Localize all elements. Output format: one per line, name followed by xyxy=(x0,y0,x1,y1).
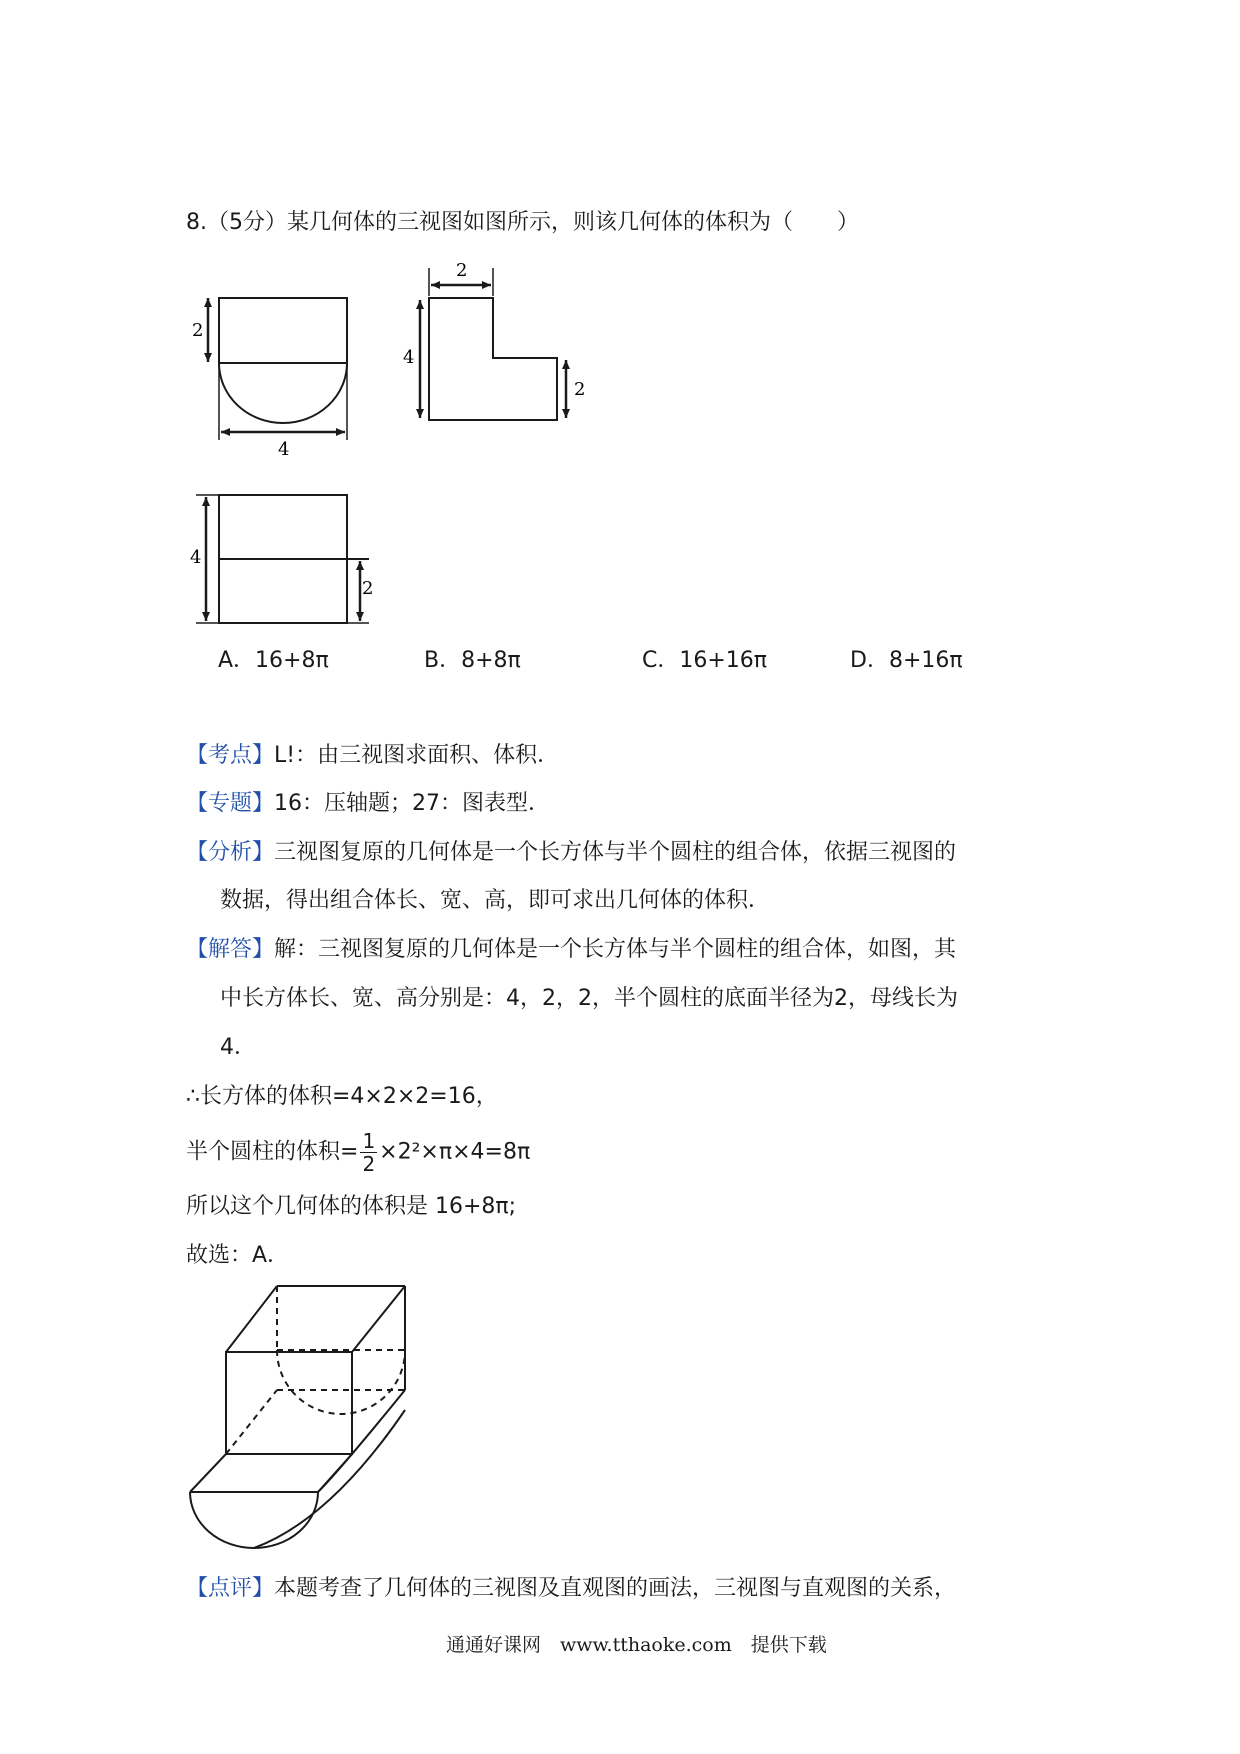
answer-line: 故选：A． xyxy=(186,1243,290,1268)
jieda-line-3: 4． xyxy=(220,1035,256,1060)
side-step-label: 2 xyxy=(574,379,586,400)
jieda-line-1 xyxy=(186,935,956,965)
option-b: B．8+8π xyxy=(424,648,521,673)
calc-cylinder-suffix: ×2²×π×4=8π xyxy=(379,1139,531,1165)
fenxi-line-1 xyxy=(186,838,956,868)
side-height-label: 4 xyxy=(403,347,415,368)
kaodian-line xyxy=(186,741,559,771)
question-stem: 8.（5分）某几何体的三视图如图所示，则该几何体的体积为（ ） xyxy=(186,210,859,235)
solid-figure xyxy=(0,1270,460,1550)
front-view xyxy=(208,298,347,440)
zhuanti-line xyxy=(186,789,550,819)
front-width-label: 4 xyxy=(278,439,290,460)
page-footer: 通通好课网 www.tthaoke.com 提供下载 xyxy=(446,1634,827,1656)
front-height-label: 2 xyxy=(192,320,204,341)
fraction-numerator: 1 xyxy=(362,1129,376,1153)
fraction-denominator: 2 xyxy=(362,1152,376,1176)
calc-cylinder-prefix: 半个圆柱的体积= xyxy=(186,1139,359,1165)
fraction-one-half xyxy=(360,1130,377,1175)
three-view-figures xyxy=(0,0,1240,700)
option-c: C．16+16π xyxy=(642,648,768,673)
jieda-line-2: 中长方体长、宽、高分别是：4，2，2，半个圆柱的底面半径为2，母线长为 xyxy=(220,986,958,1011)
option-a: A．16+8π xyxy=(218,648,329,673)
fenxi-tag: 【分析】 xyxy=(186,840,275,865)
side-top-label: 2 xyxy=(456,260,468,281)
top-view xyxy=(196,495,369,623)
zhuanti-text: 16：压轴题；27：图表型． xyxy=(274,791,551,816)
fenxi-line-2: 数据，得出组合体长、宽、高，即可求出几何体的体积． xyxy=(220,888,771,913)
dianping-tag: 【点评】 xyxy=(186,1576,275,1601)
jieda-text-1: 解：三视图复原的几何体是一个长方体与半个圆柱的组合体，如图，其 xyxy=(274,937,957,962)
dianping-text: 本题考查了几何体的三视图及直观图的画法，三视图与直观图的关系， xyxy=(274,1576,957,1601)
calc-cylinder-volume xyxy=(186,1130,530,1175)
kaodian-text: L!：由三视图求面积、体积． xyxy=(274,743,560,768)
top-step-label: 2 xyxy=(362,578,374,599)
jieda-tag: 【解答】 xyxy=(186,937,275,962)
option-d: D．8+16π xyxy=(850,648,963,673)
calc-total-volume: 所以这个几何体的体积是 16+8π; xyxy=(186,1194,517,1219)
side-view xyxy=(420,268,566,420)
top-height-label: 4 xyxy=(190,547,202,568)
zhuanti-tag: 【专题】 xyxy=(186,791,275,816)
kaodian-tag: 【考点】 xyxy=(186,743,275,768)
fenxi-text-1: 三视图复原的几何体是一个长方体与半个圆柱的组合体，依据三视图的 xyxy=(274,840,957,865)
calc-box-volume: ∴长方体的体积=4×2×2=16， xyxy=(186,1084,498,1109)
dianping-line xyxy=(186,1574,956,1604)
